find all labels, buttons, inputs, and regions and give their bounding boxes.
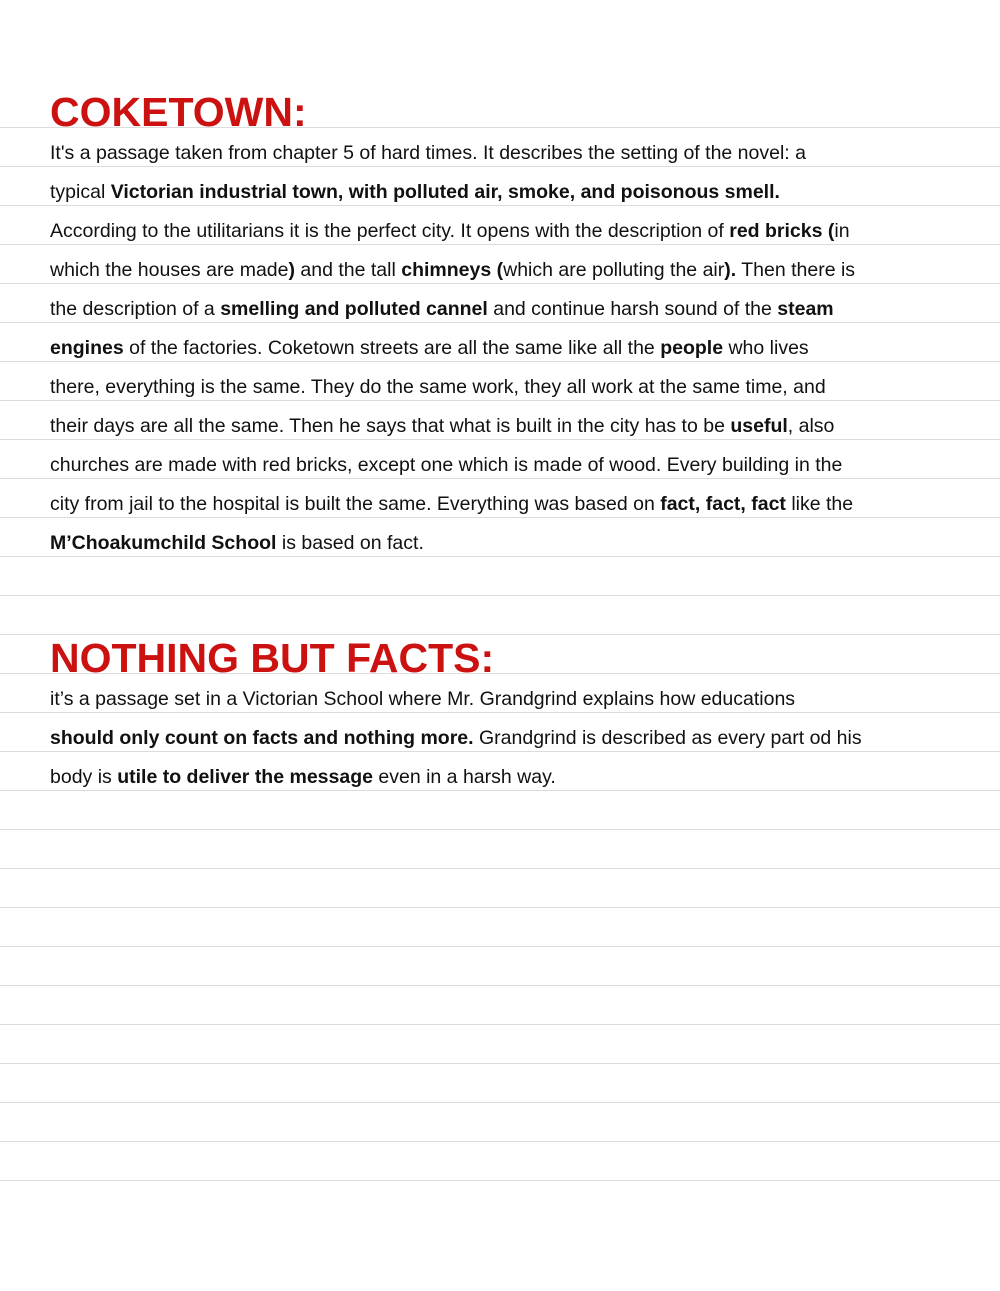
bold-text-run: chimneys ( <box>401 259 504 281</box>
text-run: body is <box>50 766 118 788</box>
section-heading: NOTHING BUT FACTS: <box>50 635 495 681</box>
text-run: is based on fact. <box>276 532 424 554</box>
section-heading: COKETOWN: <box>50 89 307 135</box>
ruled-line <box>0 595 1000 596</box>
bold-text-run: engines <box>50 337 124 359</box>
bold-text-run: should only count on facts and nothing more. <box>50 727 474 749</box>
text-run: It's a passage taken from chapter 5 of hard times. It describes the setting of the novel: a <box>50 142 806 164</box>
bold-text-run: steam <box>777 298 834 320</box>
text-run: which the houses are made <box>50 259 289 281</box>
bold-text-run: M’Choakumchild School <box>50 532 277 554</box>
bold-text-run: people <box>660 337 724 359</box>
text-run: Grandgrind is described as every part od his <box>473 727 862 749</box>
text-run: which are polluting the air <box>503 259 725 281</box>
text-line <box>50 212 960 251</box>
ruled-line <box>0 1141 1000 1142</box>
text-run: it’s a passage set in a Victorian School where Mr. Grandgrind explains how educations <box>50 688 796 710</box>
text-line <box>50 134 960 173</box>
section-paragraph <box>50 134 960 563</box>
section-coketown <box>50 90 960 563</box>
bold-text-run: fact, fact, fact <box>660 493 786 515</box>
section-paragraph <box>50 680 960 797</box>
text-run: in <box>834 220 850 242</box>
text-line <box>50 758 960 797</box>
text-line <box>50 446 960 485</box>
text-run: , also <box>787 415 835 437</box>
text-line <box>50 290 960 329</box>
text-run: there, everything is the same. They do the same work, they all work at the same time, and <box>50 376 826 398</box>
text-run: churches are made with red bricks, except one which is made of wood. Every building in the <box>50 454 843 476</box>
ruled-line <box>0 1024 1000 1025</box>
ruled-line <box>0 907 1000 908</box>
ruled-line <box>0 1180 1000 1181</box>
text-line <box>50 680 960 719</box>
bold-text-run: red bricks ( <box>729 220 835 242</box>
text-run: and continue harsh sound of the <box>487 298 778 320</box>
bold-text-run: smelling and polluted cannel <box>220 298 488 320</box>
bold-text-run: utile to deliver the message <box>117 766 373 788</box>
bold-text-run: Victorian industrial town, with polluted air, smoke, and poisonous smell. <box>110 181 780 203</box>
text-run: their days are all the same. Then he says that what is built in the city has to be <box>50 415 731 437</box>
text-line <box>50 173 960 212</box>
text-run: like the <box>785 493 854 515</box>
text-run: typical <box>50 181 111 203</box>
bold-text-run: ) <box>288 259 295 281</box>
bold-text-run: useful <box>730 415 788 437</box>
bold-text-run: ). <box>724 259 737 281</box>
text-run: who lives <box>723 337 809 359</box>
ruled-line <box>0 946 1000 947</box>
section-nothing-but-facts <box>50 636 960 797</box>
text-line <box>50 368 960 407</box>
ruled-line <box>0 1102 1000 1103</box>
ruled-line <box>0 1063 1000 1064</box>
text-run: Then there is <box>736 259 856 281</box>
text-line <box>50 407 960 446</box>
text-run: city from jail to the hospital is built the same. Everything was based on <box>50 493 661 515</box>
text-run: and the tall <box>294 259 402 281</box>
text-line <box>50 524 960 563</box>
ruled-line <box>0 985 1000 986</box>
text-run: even in a harsh way. <box>372 766 556 788</box>
ruled-line <box>0 829 1000 830</box>
text-line <box>50 719 960 758</box>
ruled-line <box>0 868 1000 869</box>
text-line <box>50 485 960 524</box>
text-run: of the factories. Coketown streets are all the same like all the <box>123 337 661 359</box>
text-line <box>50 329 960 368</box>
text-line <box>50 251 960 290</box>
text-run: the description of a <box>50 298 221 320</box>
text-run: According to the utilitarians it is the perfect city. It opens with the description of <box>50 220 730 242</box>
